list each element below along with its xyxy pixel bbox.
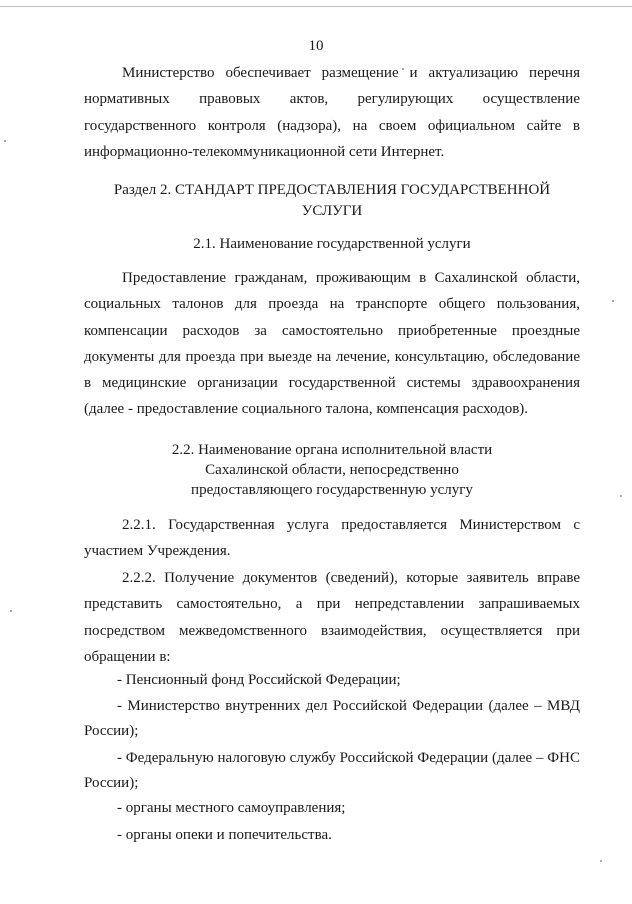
page-number: 10: [308, 38, 324, 54]
subsection-2-1-text: Предоставление гражданам, проживающим в Сахалинской области, социальных талонов для проезда на транспорте общего пользования, компенсации расходов за самостоятельно приобретенные проездные документы для проезда при выезде на лечение, консультацию, обследование в медицинские организации государственной системы здравоохранения (далее - предоставление социального талона, компенсация расходов).: [84, 270, 580, 418]
subsection-2-2-title-line: 2.2. Наименование органа исполнительной власти: [171, 442, 493, 458]
subsection-2-2-title-line: Сахалинской области, непосредственно: [205, 462, 459, 478]
list-item: - Пенсионный фонд Российской Федерации;: [117, 672, 401, 688]
list-item: - Министерство внутренних дел Российской Федерации (далее – МВД России);: [84, 698, 580, 739]
section-heading: Раздел 2. СТАНДАРТ ПРЕДОСТАВЛЕНИЯ ГОСУДАРСТВЕННОЙ УСЛУГИ: [113, 182, 551, 219]
subsection-2-2-title: [84, 440, 580, 500]
list-item: - органы местного самоуправления;: [117, 800, 346, 816]
subsection-2-1-title: 2.1. Наименование государственной услуги: [193, 236, 471, 252]
paragraph-2-2-1: 2.2.1. Государственная услуга предоставляется Министерством с участием Учреждения.: [84, 517, 580, 560]
intro-paragraph: Министерство обеспечивает размещение и актуализацию перечня нормативных правовых актов, регулирующих осуществление государственного контроля (надзора), на своем официальном сайте в информационно-телекоммуникационной сети Интернет.: [84, 65, 580, 160]
subsection-2-2-title-line: предоставляющего государственную услугу: [191, 482, 473, 498]
paragraph-2-2-2: 2.2.2. Получение документов (сведений), которые заявитель вправе представить самостоятельно, а при непредставлении запрашиваемых посредством межведомственного взаимодействия, осуществляется при обращении в:: [84, 570, 580, 665]
list-item: - органы опеки и попечительства.: [117, 827, 332, 843]
scan-top-edge: [0, 6, 632, 7]
list-item: - Федеральную налоговую службу Российской Федерации (далее – ФНС России);: [84, 750, 580, 791]
